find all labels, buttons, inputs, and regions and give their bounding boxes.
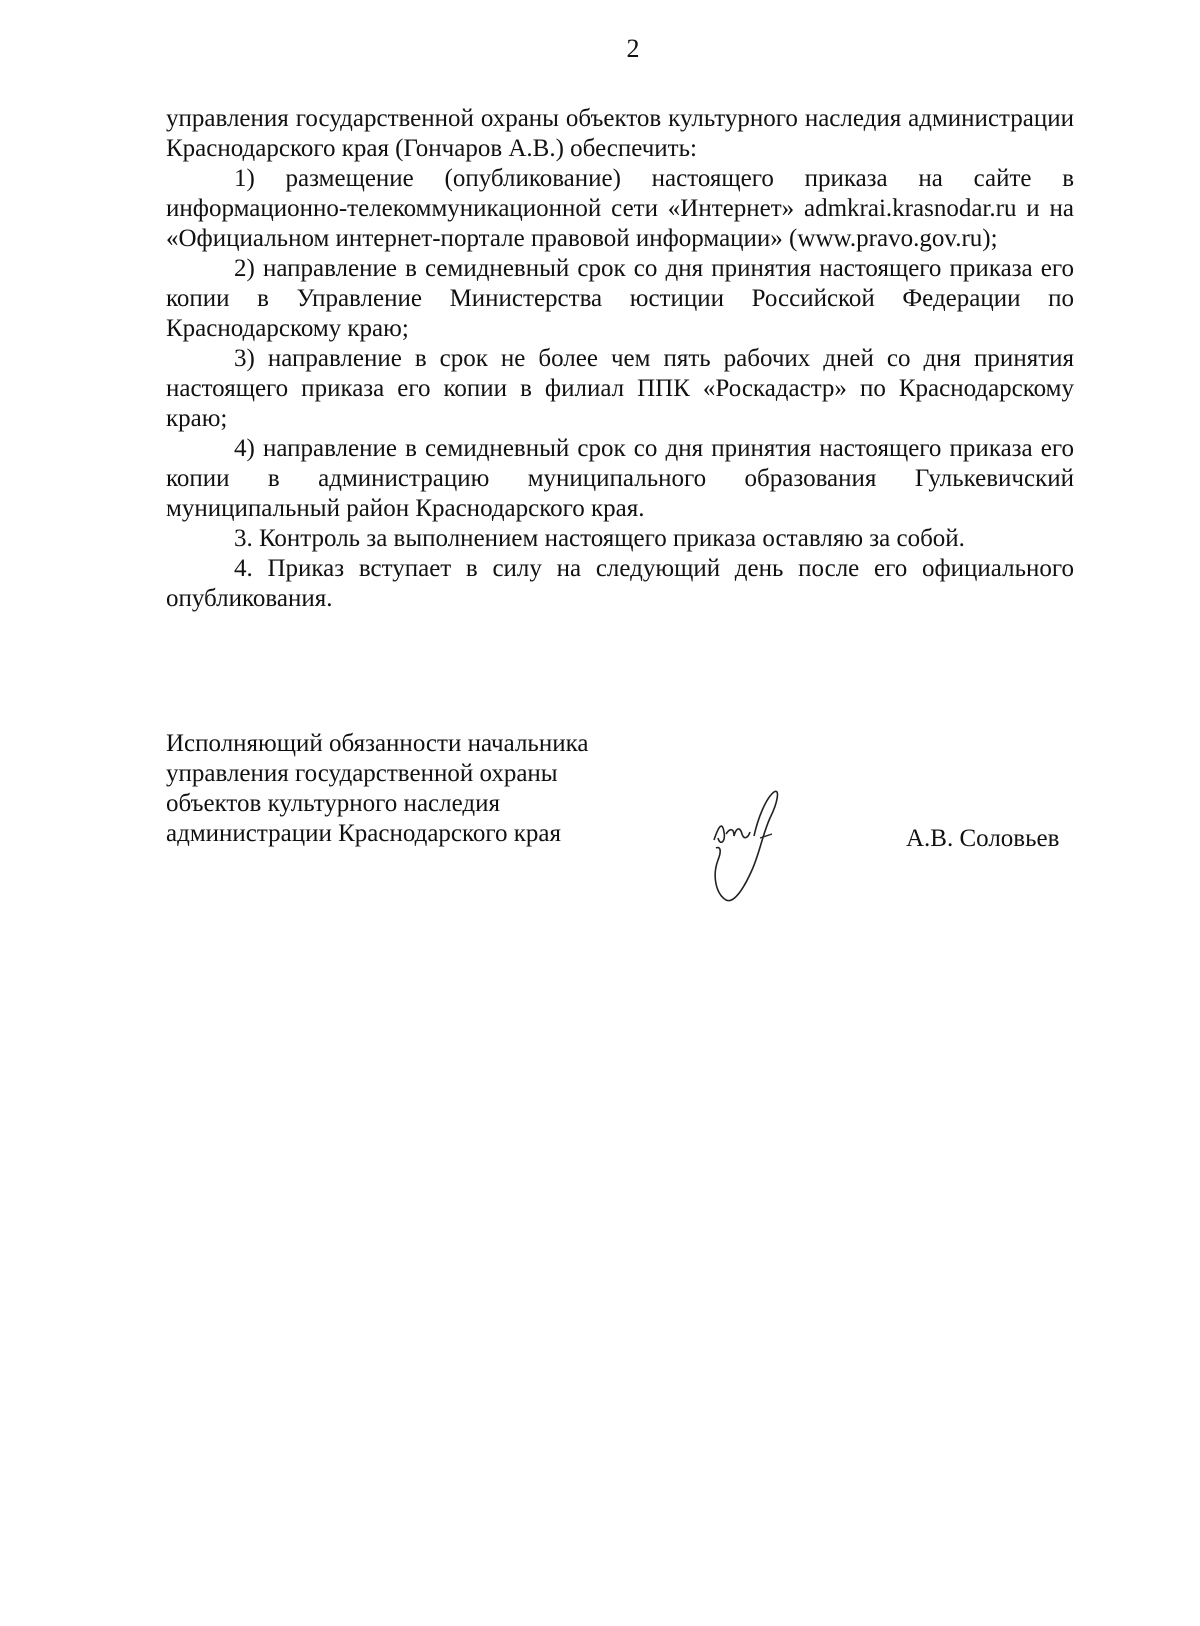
paragraph-clause-3: 3. Контроль за выполнением настоящего приказа оставляю за собой.: [234, 525, 965, 552]
paragraph-clause-4: 4. Приказ вступает в силу на следующий день после его официального опубликования.: [166, 555, 1074, 612]
document-body: [166, 104, 1074, 614]
paragraph-item-4: 4) направление в семидневный срок со дня принятия настоящего приказа его копии в администрацию муниципального образования Гулькевичский муниципальный район Краснодарского края.: [166, 435, 1074, 522]
signatory-title-line: управления государственной охраны: [166, 760, 558, 787]
page-number: 2: [626, 34, 640, 63]
paragraph-item-2: 2) направление в семидневный срок со дня принятия настоящего приказа его копии в Управление Министерства юстиции Российской Федерации по Краснодарскому краю;: [166, 255, 1074, 342]
paragraph-item-1: 1) размещение (опубликование) настоящего приказа на сайте в информационно-телекоммуникационной сети «Интернет» admkrai.krasnodar.ru и на «Официальном интернет-портале правовой информации» (www.pravo.gov.ru);: [166, 165, 1074, 252]
signer-name: А.В. Соловьев: [906, 825, 1060, 852]
signatory-title-line: администрации Краснодарского края: [166, 820, 562, 847]
paragraph-item-3: 3) направление в срок не более чем пять рабочих дней со дня принятия настоящего приказа его копии в филиал ППК «Роскадастр» по Краснодарскому краю;: [166, 345, 1074, 432]
paragraph-continuation: управления государственной охраны объектов культурного наследия администрации Краснодарского края (Гончаров А.В.) обеспечить:: [166, 105, 1074, 162]
signatory-title-line: объектов культурного наследия: [166, 790, 500, 817]
handwritten-signature: [700, 788, 790, 918]
signatory-title-line: Исполняющий обязанности начальника: [166, 730, 589, 757]
signatory-title: [166, 729, 666, 849]
